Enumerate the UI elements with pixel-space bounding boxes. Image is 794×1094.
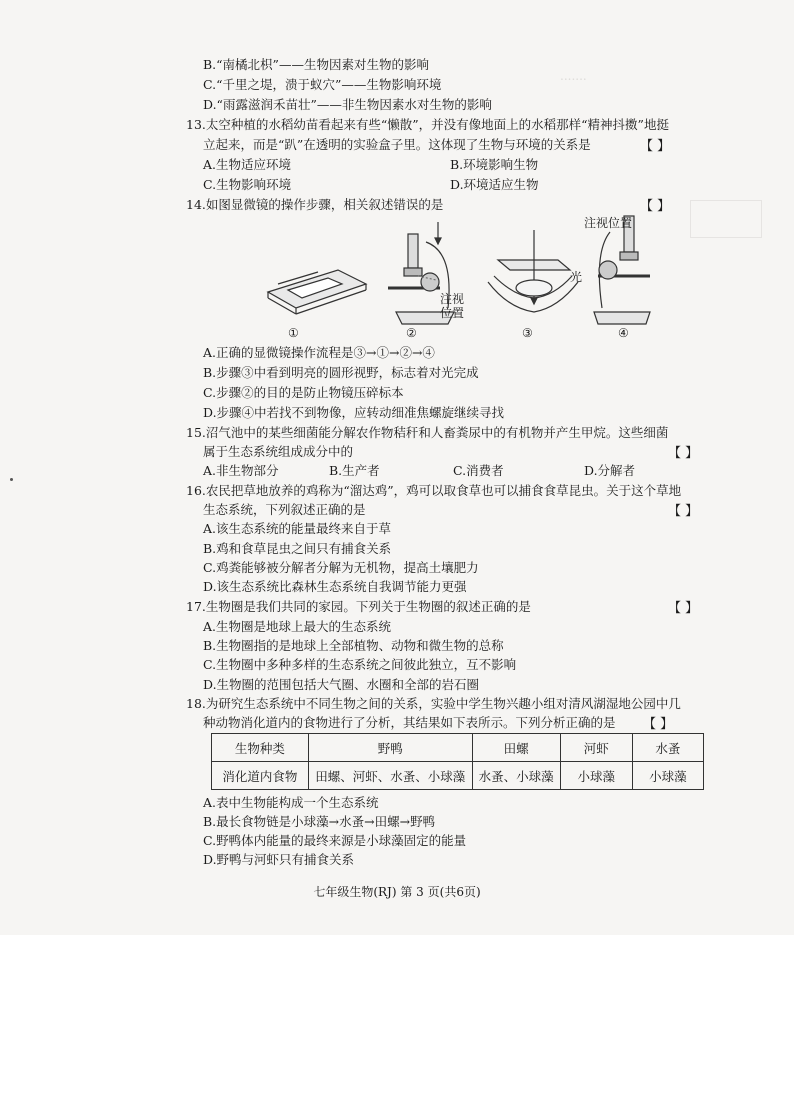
q15-option-a: A.非生物部分 [203, 463, 279, 478]
q12-option-d: D.“雨露滋润禾苗壮”——非生物因素水对生物的影响 [203, 97, 492, 112]
q14-option-a: A.正确的显微镜操作流程是③→①→②→④ [203, 345, 435, 360]
q16-stem-line2: 生态系统，下列叙述正确的是 [203, 502, 366, 517]
microscope-steps-figure [258, 212, 658, 342]
q14-answer-bracket: 【 】 [640, 199, 671, 214]
step1-slide-drawing [268, 270, 366, 314]
q13-answer-bracket: 【 】 [640, 139, 671, 154]
table-cell: 小球藻 [632, 762, 703, 790]
table-row [212, 762, 704, 790]
q18-option-b: B.最长食物链是小球藻→水蚤→田螺→野鸭 [203, 814, 436, 829]
q13-option-a: A.生物适应环境 [203, 157, 292, 172]
step3-hands-drawing [488, 230, 578, 312]
q17-option-d: D.生物圈的范围包括大气圈、水圈和全部的岩石圈 [203, 677, 480, 692]
table-cell: 田螺 [472, 734, 560, 762]
q13-stem-line2: 立起来，而是“趴”在透明的实验盒子里。这体现了生物与环境的关系是 [203, 137, 591, 152]
q18-option-d: D.野鸭与河虾只有捕食关系 [203, 852, 355, 867]
step1-label: ① [288, 326, 299, 340]
q16-answer-bracket: 【 】 [668, 504, 699, 519]
q14-option-b: B.步骤③中看到明亮的圆形视野，标志着对光完成 [203, 365, 479, 380]
table-cell: 水蚤 [632, 734, 703, 762]
table-cell: 野鸭 [308, 734, 472, 762]
q15-answer-bracket: 【 】 [668, 446, 699, 461]
step4-microscope-drawing [594, 216, 650, 324]
table-cell: 消化道内食物 [212, 762, 309, 790]
q17-option-c: C.生物圈中多种多样的生态系统之间彼此独立，互不影响 [203, 657, 517, 672]
q14-stem: 14.如图显微镜的操作步骤，相关叙述错误的是 [186, 197, 444, 212]
scan-speck [10, 478, 13, 481]
q17-option-b: B.生物圈指的是地球上全部植物、动物和微生物的总称 [203, 638, 504, 653]
step3-label: ③ [522, 326, 533, 340]
q13-option-d: D.环境适应生物 [450, 177, 539, 192]
q18-stem-line2: 种动物消化道内的食物进行了分析，其结果如下表所示。下列分析正确的是 [203, 715, 616, 730]
step3-light-label: 光 [570, 270, 583, 284]
microscope-illustration [258, 212, 658, 342]
q16-stem-line1: 16.农民把草地放养的鸡称为“溜达鸡”，鸡可以取食草也可以捕食食草昆虫。关于这个草地 [186, 483, 682, 498]
q18-option-a: A.表中生物能构成一个生态系统 [203, 795, 379, 810]
step4-watch-label: 注视位置 [584, 216, 633, 230]
q15-stem-line1: 15.沼气池中的某些细菌能分解农作物秸秆和人畜粪尿中的有机物并产生甲烷。这些细菌 [186, 425, 669, 440]
table-cell: 河虾 [560, 734, 632, 762]
q16-option-a: A.该生态系统的能量最终来自于草 [203, 521, 392, 536]
q17-option-a: A.生物圈是地球上最大的生态系统 [203, 619, 392, 634]
table-cell: 小球藻 [560, 762, 632, 790]
q15-stem-line2: 属于生态系统组成成分中的 [203, 444, 354, 459]
q14-option-c: C.步骤②的目的是防止物镜压碎标本 [203, 385, 404, 400]
q18-option-c: C.野鸭体内能量的最终来源是小球藻固定的能量 [203, 833, 467, 848]
step4-label: ④ [618, 326, 629, 340]
step2-label: ② [406, 326, 417, 340]
q18-food-table [211, 733, 704, 790]
q18-stem-line1: 18.为研究生态系统中不同生物之间的关系，实验中学生物兴趣小组对清风湖湿地公园中几 [186, 696, 681, 711]
q13-stem-line1: 13.太空种植的水稻幼苗看起来有些“懒散”，并没有像地面上的水稻那样“精神抖擞”地挺 [186, 117, 669, 132]
q17-answer-bracket: 【 】 [668, 601, 699, 616]
q13-option-c: C.生物影响环境 [203, 177, 292, 192]
q18-answer-bracket: 【 】 [643, 717, 674, 732]
q13-option-b: B.环境影响生物 [450, 157, 539, 172]
q15-option-b: B.生产者 [329, 463, 380, 478]
step2-watch-label-line1: 注视 [440, 292, 465, 306]
step2-watch-label-line2: 位置 [440, 306, 465, 320]
table-cell: 生物种类 [212, 734, 309, 762]
page-footer: 七年级生物(RJ) 第 3 页(共6页) [313, 885, 481, 899]
q16-option-b: B.鸡和食草昆虫之间只有捕食关系 [203, 541, 392, 556]
q14-option-d: D.步骤④中若找不到物像，应转动细准焦螺旋继续寻找 [203, 405, 505, 420]
q15-option-c: C.消费者 [453, 463, 504, 478]
q12-option-b: B.“南橘北枳”——生物因素对生物的影响 [203, 57, 429, 72]
q16-option-c: C.鸡粪能够被分解者分解为无机物，提高土壤肥力 [203, 560, 479, 575]
table-cell: 水蚤、小球藻 [472, 762, 560, 790]
q15-option-d: D.分解者 [584, 463, 636, 478]
table-cell: 田螺、河虾、水蚤、小球藻 [308, 762, 472, 790]
bleed-through-text: ....... [560, 69, 587, 83]
table-row-header [212, 734, 704, 762]
q16-option-d: D.该生态系统比森林生态系统自我调节能力更强 [203, 579, 467, 594]
q12-option-c: C.“千里之堤，溃于蚁穴”——生物影响环境 [203, 77, 442, 92]
q17-stem: 17.生物圈是我们共同的家园。下列关于生物圈的叙述正确的是 [186, 599, 531, 614]
